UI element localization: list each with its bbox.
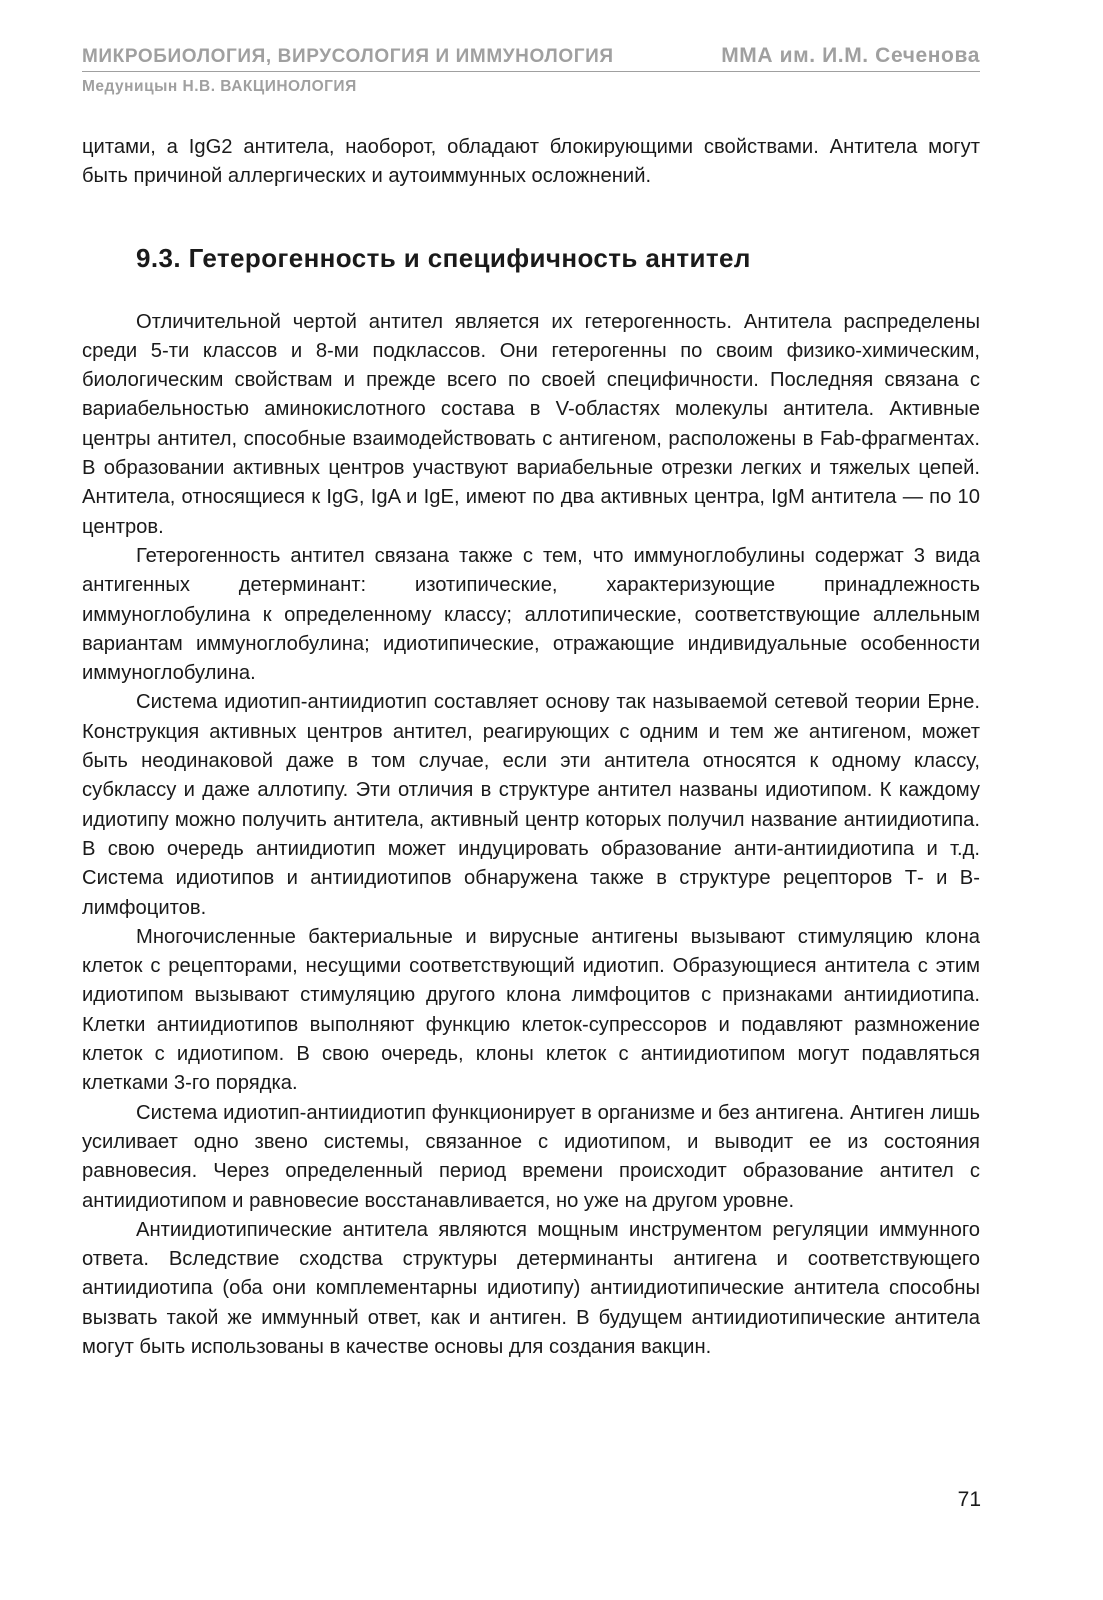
- header-institution: ММА им. И.М. Сеченова: [721, 44, 980, 67]
- body-paragraph-6: Антиидиотипические антитела являются мощным инструментом регуляции иммунного ответа. Вследствие сходства структуры детерминанты антигена и соответствующего антиидиотипа (оба они комплементарны идиотипу) антиидиотипические антитела способны вызвать такой же иммунный ответ, как и антиген. В будущем антиидиотипические антитела могут быть использованы в качестве основы для создания вакцин.: [82, 1218, 980, 1358]
- intro-paragraph: цитами, а IgG2 антитела, наоборот, обладают блокирующими свойствами. Антитела могут быть причиной аллергических и аутоиммунных осложнений.: [82, 136, 980, 188]
- header-subject-title: МИКРОБИОЛОГИЯ, ВИРУСОЛОГИЯ И ИММУНОЛОГИЯ: [82, 46, 614, 67]
- body-paragraph-5: Система идиотип-антиидиотип функционирует в организме и без антигена. Антиген лишь усиливает одно звено системы, связанное с идиотипом, и выводит ее из состояния равновесия. Через определенный период времени происходит образование антител с антиидиотипом и равновесие восстанавливается, но уже на другом уровне.: [82, 1101, 980, 1212]
- body-paragraph-2: Гетерогенность антител связана также с тем, что иммуноглобулины содержат 3 вида антигенных детерминант: изотипические, характеризующие принадлежность иммуноглобулина к определенному классу; аллотипические, соответствующие аллельным вариантам иммуноглобулина; идиотипические, отражающие индивидуальные особенности иммуноглобулина.: [82, 544, 980, 685]
- body-paragraph-1: Отличительной чертой антител является их гетерогенность. Антитела распределены среди 5-ти классов и 8-ми подклассов. Они гетерогенны по своим физико-химическим, биологическим свойствам и прежде всего по своей специфичности. Последняя связана с вариабельностью аминокислотного состава в V-областях молекулы антитела. Активные центры антител, способные взаимодействовать с антигеном, расположены в Fab-фрагментах. В образовании активных центров участвуют вариабельные отрезки легких и тяжелых цепей. Антитела, относящиеся к IgG, IgA и IgE, имеют по два активных центра, IgM антитела — по 10 центров.: [82, 310, 980, 538]
- running-header: [82, 44, 980, 96]
- header-author-book: Медуницын Н.В. ВАКЦИНОЛОГИЯ: [82, 78, 357, 95]
- body-paragraph-3: Система идиотип-антиидиотип составляет основу так называемой сетевой теории Ерне. Конструкция активных центров антител, реагирующих с одним и тем же антигеном, может быть неодинаковой даже в том случае, если эти антитела относятся к одному классу, субклассу и даже аллотипу. Эти отличия в структуре антител названы идиотипом. К каждому идиотипу можно получить антитела, активный центр которых получил название антиидиотипа. В свою очередь антиидиотип может индуцировать образование анти-антиидиотипа и т.д. Система идиотипов и антиидиотипов обнаружена также в структуре рецепторов Т- и В- лимфоцитов.: [82, 691, 980, 919]
- page-body: [82, 133, 980, 1362]
- section-title: 9.3. Гетерогенность и специфичность антител: [136, 242, 751, 273]
- body-paragraph-4: Многочисленные бактериальные и вирусные антигены вызывают стимуляцию клона клеток с рецепторами, несущими соответствующий идиотип. Образующиеся антитела с этим идиотипом вызывают стимуляцию другого клона лимфоцитов с признаками антиидиотипа. Клетки антиидиотипов выполняют функцию клеток-супрессоров и подавляют размножение клеток с идиотипом. В свою очередь, клоны клеток с антиидиотипом могут подавляться клетками 3-го порядка.: [82, 925, 980, 1095]
- header-row: [82, 44, 980, 72]
- page-number: 71: [957, 1488, 981, 1511]
